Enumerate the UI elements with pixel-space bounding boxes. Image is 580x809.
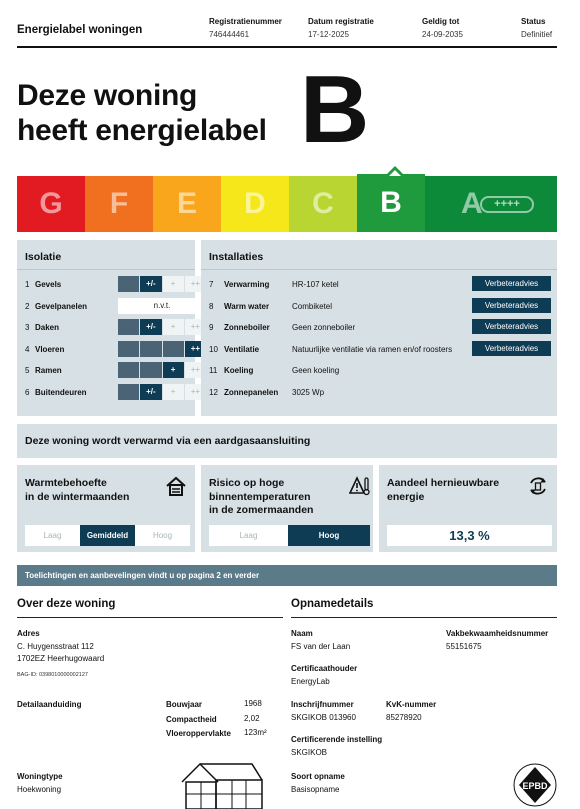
woningtype-value: Hoekwoning — [17, 785, 62, 794]
warmtebehoefte-scale — [25, 525, 190, 546]
installatie-row: 9 Zonneboiler Geen zonneboiler Verbeteradvies — [201, 319, 557, 335]
energy-class-f: F — [85, 176, 153, 232]
verbeteradvies-button[interactable]: Verbeteradvies — [472, 341, 551, 356]
energy-class-b: B — [357, 174, 425, 232]
adres-value: C. Huygensstraat 112 1702EZ Heerhugowaard — [17, 642, 105, 663]
bag-id: BAG-ID: 0398010000002127 — [17, 672, 88, 678]
certificaathouder-value: EnergyLab — [291, 677, 330, 686]
naam-value: FS van der Laan — [291, 642, 351, 651]
a-plus-pill: ++++ — [480, 196, 534, 213]
scale-option-laag: Laag — [209, 525, 288, 546]
energy-label-scale — [17, 174, 557, 232]
epbd-logo — [513, 763, 557, 807]
adres-label: Adres — [17, 629, 40, 638]
installatie-row: 7 Verwarming HR-107 ketel Verbeteradvies — [201, 276, 557, 292]
risico-scale — [209, 525, 370, 546]
energy-class-c: C — [289, 176, 357, 232]
installaties-title: Installaties — [209, 251, 264, 263]
risico-box: Risico op hoge binnentemperaturen in de zomermaanden Laag Hoog — [201, 465, 373, 552]
vakbekwaamheidsnummer-value: 55151675 — [446, 642, 482, 651]
isolatie-panel: Isolatie 1 Gevels +/- + ++ 2 Gevelpanelen n.v.t. 3 Daken +/- + ++ 4 Vloeren ++ 5 Ramen + ++ 6 Buitendeuren +/- + ++ — [17, 240, 195, 416]
house-icon — [165, 475, 187, 497]
warning-thermometer-icon — [349, 475, 371, 497]
isolatie-score-cells: +/- + ++ — [118, 384, 206, 400]
woningtype-label: Woningtype — [17, 772, 63, 781]
warmtebehoefte-box: Warmtebehoefte in de wintermaanden Laag Gemiddeld Hoog — [17, 465, 195, 552]
energy-class-g: G — [17, 176, 85, 232]
hernieuwbaar-percentage: 13,3 % — [387, 525, 552, 546]
energy-class-e: E — [153, 176, 221, 232]
energy-class-a: A — [425, 176, 557, 232]
svg-text:EPBD: EPBD — [522, 781, 548, 791]
scale-option-gemiddeld: Gemiddeld — [80, 525, 135, 546]
vloeroppervlakte-value: 123m² — [244, 728, 267, 737]
isolatie-score-cells: +/- + ++ — [118, 276, 206, 292]
scale-option-hoog: Hoog — [288, 525, 370, 546]
isolatie-title: Isolatie — [25, 251, 62, 263]
energy-label-letter: B — [300, 56, 370, 163]
installaties-panel — [201, 240, 557, 416]
document-header — [17, 14, 557, 48]
over-deze-woning-title: Over deze woning — [17, 598, 116, 610]
compactheid-value: 2,02 — [244, 714, 260, 723]
renewable-energy-icon — [527, 475, 549, 497]
installatie-row: 8 Warm water Combiketel Verbeteradvies — [201, 298, 557, 314]
datum-registratie-field: Datum registratie 17-12-2025 — [308, 17, 374, 39]
bouwjaar-value: 1968 — [244, 699, 262, 708]
registratienummer-field: Registratienummer 746444461 — [209, 17, 282, 39]
certificerende-instelling-value: SKGIKOB — [291, 748, 328, 757]
hoekwoning-house-icon — [180, 760, 264, 809]
info-banner: Toelichtingen en aanbevelingen vindt u op pagina 2 en verder — [17, 565, 557, 586]
inschrijfnummer-value: SKGIKOB 013960 — [291, 713, 356, 722]
document-title: Energielabel woningen — [17, 24, 143, 36]
scale-option-hoog: Hoog — [135, 525, 190, 546]
soort-opname-value: Basisopname — [291, 785, 340, 794]
hernieuwbaar-box: Aandeel hernieuwbare energie 13,3 % — [379, 465, 557, 552]
headline: Deze woning heeft energielabel — [17, 79, 267, 147]
isolatie-score-cells: ++ — [118, 341, 206, 357]
opnamedetails-title: Opnamedetails — [291, 598, 374, 610]
verbeteradvies-button[interactable]: Verbeteradvies — [472, 319, 551, 334]
scale-option-laag: Laag — [25, 525, 80, 546]
installatie-row: 11 Koeling Geen koeling — [209, 366, 340, 375]
isolatie-score-cells: + ++ — [118, 362, 206, 378]
verbeteradvies-button[interactable]: Verbeteradvies — [472, 298, 551, 313]
isolatie-score-cells: n.v.t. — [118, 298, 206, 314]
isolatie-score-cells: +/- + ++ — [118, 319, 206, 335]
installatie-row: 12 Zonnepanelen 3025 Wp — [209, 387, 325, 397]
gas-connection-banner: Deze woning wordt verwarmd via een aardgasaansluiting — [17, 424, 557, 458]
geldig-tot-field: Geldig tot 24-09-2035 — [422, 17, 463, 39]
verbeteradvies-button[interactable]: Verbeteradvies — [472, 276, 551, 291]
status-field: Status Definitief — [521, 17, 553, 39]
installatie-row: 10 Ventilatie Natuurlijke ventilatie via ramen en/of roosters Verbeteradvies — [201, 341, 557, 357]
detailaanduiding-label: Detailaanduiding — [17, 700, 82, 709]
energy-class-d: D — [221, 176, 289, 232]
kvk-nummer-value: 85278920 — [386, 713, 422, 722]
